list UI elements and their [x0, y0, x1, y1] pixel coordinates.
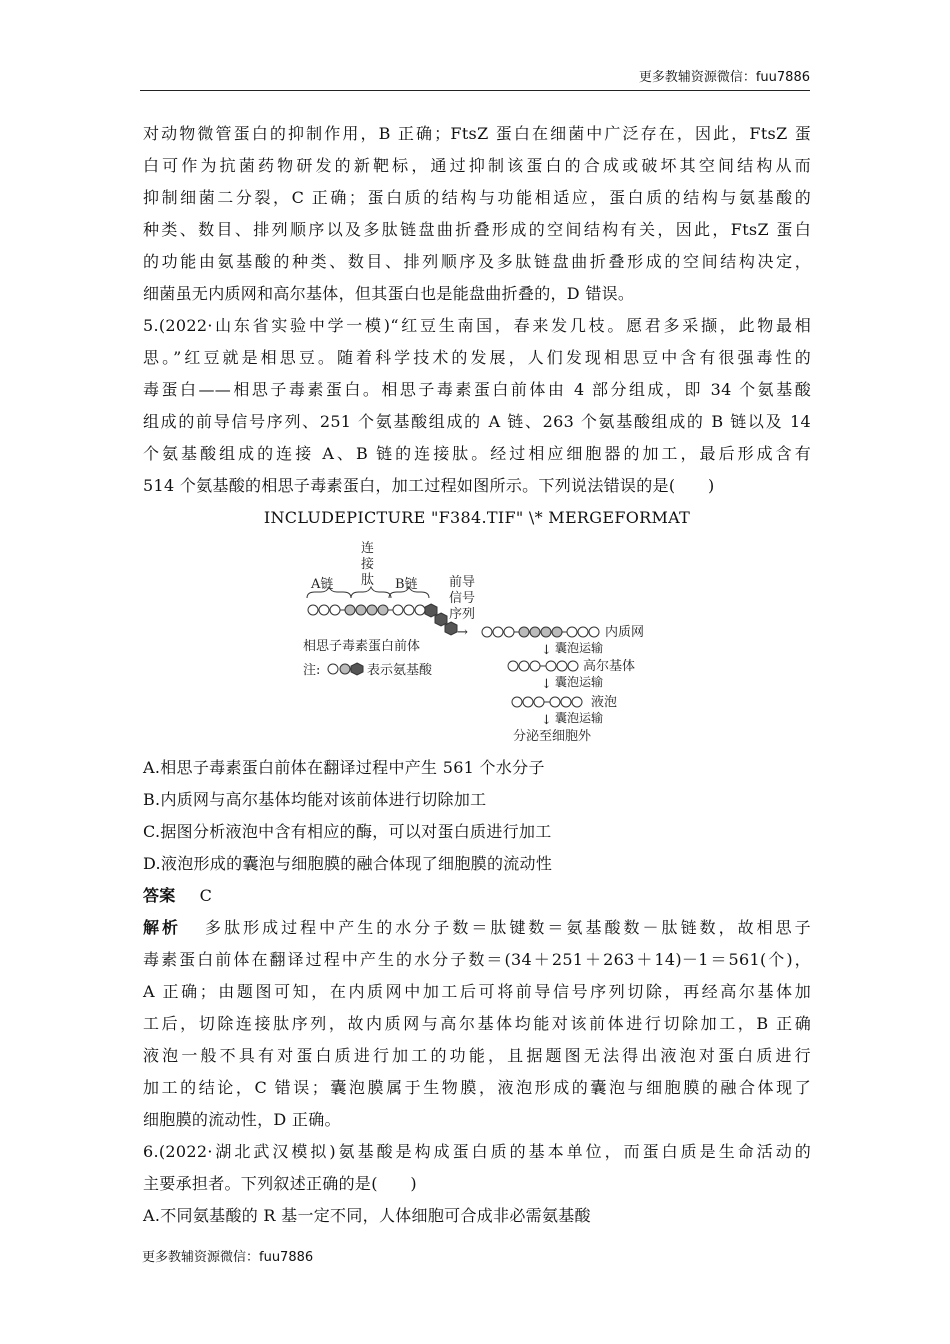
analysis-text-line: 液泡一般不具有对蛋白质进行加工的功能，且据题图无法得出液泡对蛋白质进行	[143, 1046, 811, 1065]
answer-label: 答案	[143, 886, 176, 905]
option-a: A.不同氨基酸的 R 基一定不同，人体细胞可合成非必需氨基酸	[143, 1206, 591, 1225]
answer-line	[143, 880, 811, 912]
question-6	[143, 1136, 811, 1232]
transport-label-1: 囊泡运输	[555, 641, 604, 655]
answer-value: C	[199, 886, 213, 905]
b-chain-label: B链	[395, 577, 418, 592]
linker-label-3: 肽	[361, 573, 375, 588]
question-stem-line: 5.(2022·山东省实验中学一模)“红豆生南国，春来发几枝。愿君多采撷，此物最相	[143, 316, 811, 335]
question-stem-line: 6.(2022·湖北武汉模拟)氨基酸是构成蛋白质的基本单位，而蛋白质是生命活动的	[143, 1142, 811, 1161]
note-prefix: 注:	[303, 663, 321, 678]
prev-explanation	[143, 118, 811, 310]
precursor-label: 相思子毒素蛋白前体	[303, 639, 421, 654]
question-5	[143, 310, 811, 1136]
text-line: 抑制细菌二分裂，C 正确；蛋白质的结构与功能相适应，蛋白质的结构与氨基酸的	[143, 188, 811, 207]
page-header	[140, 64, 810, 91]
page-content	[143, 118, 811, 1232]
processing-diagram	[303, 538, 663, 748]
analysis-text-line: 细胞膜的流动性，D 正确。	[143, 1110, 341, 1129]
include-picture-field: INCLUDEPICTURE "F384.TIF" \* MERGEFORMAT	[263, 508, 691, 527]
leader-label-3: 序列	[449, 607, 476, 622]
text-line: 种类、数目、排列顺序以及多肽链盘曲折叠形成的空间结构有关，因此，FtsZ 蛋白	[143, 220, 811, 239]
golgi-chain	[508, 661, 578, 671]
question-stem-line: 毒蛋白——相思子毒素蛋白。相思子毒素蛋白前体由 4 部分组成，即 34 个氨基酸	[143, 380, 811, 399]
analysis-text-line: 毒素蛋白前体在翻译过程中产生的水分子数＝(34＋251＋263＋14)－1＝561(个)，	[143, 950, 811, 969]
option-d: D.液泡形成的囊泡与细胞膜的融合体现了细胞膜的流动性	[143, 854, 553, 873]
question-stem-line: 个氨基酸组成的连接 A、B 链的连接肽。经过相应细胞器的加工，最后形成含有	[143, 444, 811, 463]
question-stem-line: 514 个氨基酸的相思子毒素蛋白，加工过程如图所示。下列说法错误的是( )	[143, 476, 715, 495]
transport-label-2: 囊泡运输	[555, 675, 604, 689]
protein-processing-figure	[143, 534, 811, 752]
brace-linker	[351, 587, 391, 598]
option-a: A.相思子毒素蛋白前体在翻译过程中产生 561 个水分子	[143, 758, 545, 777]
leader-label-1: 前导	[449, 575, 476, 590]
er-chain	[482, 627, 599, 637]
note-symbols	[328, 663, 363, 675]
analysis-text-line: 工后，切除连接肽序列，故内质网与高尔基体均能对该前体进行切除加工，B 正确	[143, 1014, 811, 1033]
transport-label-3: 囊泡运输	[555, 711, 604, 725]
question-stem-line: 思。”红豆就是相思豆。随着科学技术的发展，人们发现相思豆中含有很强毒性的	[143, 348, 811, 367]
vacuole-label: 液泡	[591, 695, 618, 710]
analysis-label: 解析	[143, 918, 182, 937]
linker-label-1: 连	[361, 541, 375, 556]
arrow-down-3: ↓	[541, 713, 552, 728]
golgi-label: 高尔基体	[583, 659, 636, 674]
er-label: 内质网	[605, 625, 645, 640]
note-suffix: 表示氨基酸	[367, 663, 433, 678]
text-line: 对动物微管蛋白的抑制作用，B 正确；FtsZ 蛋白在细菌中广泛存在，因此，FtsZ 蛋	[143, 124, 811, 143]
secrete-label: 分泌至细胞外	[513, 729, 592, 744]
option-b: B.内质网与高尔基体均能对该前体进行切除加工	[143, 790, 487, 809]
precursor-chain	[308, 604, 457, 635]
analysis-first: 多肽形成过程中产生的水分子数＝肽键数＝氨基酸数－肽链数，故相思子	[205, 918, 811, 937]
linker-label-2: 接	[361, 557, 375, 572]
vacuole-chain	[512, 697, 582, 707]
page-footer: 更多教辅资源微信：fuu7886	[142, 1250, 314, 1265]
arrow-down-1: ↓	[541, 643, 552, 658]
text-line: 白可作为抗菌药物研发的新靶标，通过抑制该蛋白的合成或破坏其空间结构从而	[143, 156, 811, 175]
header-text: 更多教辅资源微信：fuu7886	[638, 70, 810, 85]
arrow-right: →	[457, 625, 468, 640]
analysis-text-line: 加工的结论，C 错误；囊泡膜属于生物膜，液泡形成的囊泡与细胞膜的融合体现了	[143, 1078, 811, 1097]
analysis-line	[143, 912, 811, 944]
text-line: 细菌虽无内质网和高尔基体，但其蛋白也是能盘曲折叠的，D 错误。	[143, 284, 635, 303]
leader-label-2: 信号	[449, 591, 476, 606]
question-stem-line: 主要承担者。下列叙述正确的是( )	[143, 1174, 417, 1193]
text-line: 的功能由氨基酸的种类、数目、排列顺序及多肽链盘曲折叠形成的空间结构决定，	[143, 252, 811, 271]
question-stem-line: 组成的前导信号序列、251 个氨基酸组成的 A 链、263 个氨基酸组成的 B 链以及 14	[143, 412, 811, 431]
option-c: C.据图分析液泡中含有相应的酶，可以对蛋白质进行加工	[143, 822, 552, 841]
arrow-down-2: ↓	[541, 677, 552, 692]
analysis-text-line: A 正确；由题图可知，在内质网中加工后可将前导信号序列切除，再经高尔基体加	[143, 982, 811, 1001]
a-chain-label: A链	[311, 577, 334, 592]
